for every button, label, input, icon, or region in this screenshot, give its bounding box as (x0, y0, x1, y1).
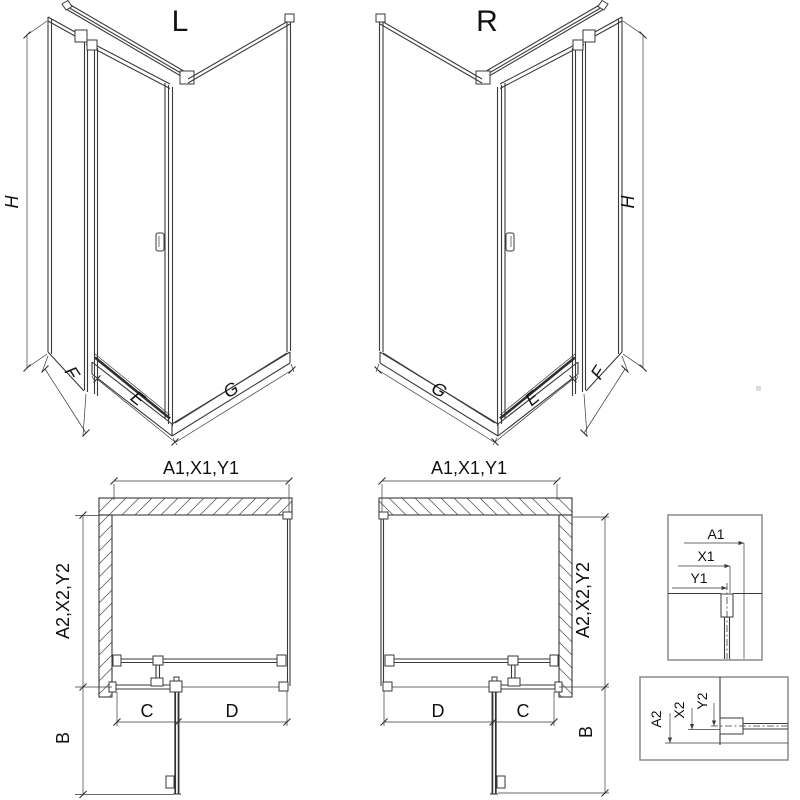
wall-clamp-upper (75, 30, 87, 42)
watermark-dot (756, 386, 761, 391)
iso-view-left-labels (2, 5, 242, 411)
tray-skirt-lines (92, 352, 290, 436)
plan-right-swing-label: B (576, 725, 596, 739)
plan-left-swing-label: B (53, 731, 73, 745)
door-pivot-block (170, 681, 182, 692)
detail-label-x2: X2 (671, 701, 687, 719)
detail-label-x1: X1 (697, 548, 715, 564)
door-handle (156, 233, 164, 251)
plan-left-depth-label: A2,X2,Y2 (53, 562, 73, 640)
plan-right-door-label: D (431, 701, 445, 721)
detail-box-bottom (640, 677, 788, 760)
detail-box-top (668, 515, 762, 660)
threshold-rail (95, 358, 170, 419)
iso-geometry-right (376, 1, 622, 437)
plan-right-depth-label: A2,X2,Y2 (573, 561, 593, 639)
plan-geometry-left (99, 498, 292, 794)
view-label-left: L (171, 5, 189, 38)
stabilizer-bar-plan (121, 659, 278, 663)
dim-label-front-left: E (126, 386, 149, 410)
plan-geometry-right (379, 498, 572, 794)
plan-right-fixed-label: C (516, 701, 530, 721)
wall-side-hatched (99, 515, 112, 697)
latch-end-block (279, 682, 288, 691)
pivot-knob (174, 677, 179, 681)
detail-label-a1: A1 (707, 526, 725, 542)
plan-left-door-label: D (225, 701, 239, 721)
plan-left-fixed-label: C (140, 701, 154, 721)
dim-label-side-left: F (60, 362, 84, 383)
detail-label-y1: Y1 (690, 570, 708, 586)
wall-clamp-lower (87, 40, 97, 50)
detail-label-y2: Y2 (694, 692, 710, 710)
corner-bracket (180, 71, 194, 84)
plan-right-width-label: A1,X1,Y1 (430, 458, 508, 478)
door-handle-plan (166, 776, 174, 788)
bar-glass-bracket (277, 655, 286, 666)
bar-wall-bracket (113, 655, 121, 666)
front-face-lines (85, 38, 173, 426)
dim-label-height-right: H (618, 195, 638, 209)
dim-label-depth-left: G (219, 377, 243, 403)
plan-left-width-label: A1,X1,Y1 (162, 458, 240, 478)
bar-tee-connector (153, 656, 163, 665)
panel-top-cap (285, 14, 294, 22)
bar-tee-foot (151, 678, 163, 686)
side-glass-plan (288, 517, 291, 686)
iso-geometry-left (48, 1, 294, 437)
view-label-right: R (476, 5, 498, 38)
wall-top-hatched (99, 498, 292, 515)
dim-label-front-right: E (521, 386, 544, 410)
bar-tee-leg (156, 665, 160, 679)
detail-top-glass (725, 617, 730, 659)
detail-label-a2: A2 (648, 710, 664, 728)
glass-wall-bracket (283, 512, 292, 519)
dim-label-side-right: F (586, 362, 610, 383)
dim-label-height-left: H (2, 195, 22, 209)
side-panel-f-lines (48, 17, 84, 391)
dim-label-depth-right: G (427, 377, 451, 403)
